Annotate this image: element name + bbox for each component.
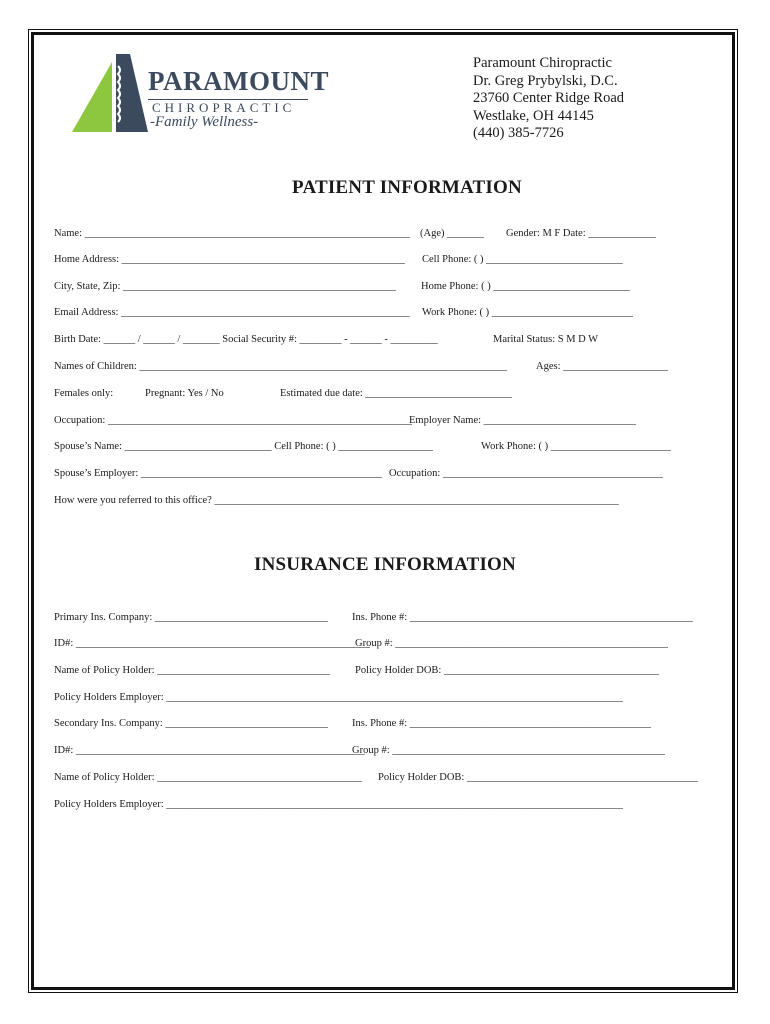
primary-holder-employer-field[interactable]: Policy Holders Employer: _______________________________________________________________________________________ [54, 692, 624, 703]
primary-ins-company-field[interactable]: Primary Ins. Company: _________________________________ [54, 612, 329, 623]
clinic-doctor: Dr. Greg Prybylski, D.C. [473, 72, 618, 89]
secondary-group-field[interactable]: Group #: ____________________________________________________ [352, 745, 666, 756]
referral-field[interactable]: How were you referred to this office? _____________________________________________________________________________ [54, 495, 619, 506]
name-field[interactable]: Name: ______________________________________________________________ [54, 228, 411, 239]
primary-holder-name-field[interactable]: Name of Policy Holder: _________________________________ [54, 665, 331, 676]
clinic-street: 23760 Center Ridge Road [473, 90, 625, 106]
spouse-name-cell-field[interactable]: Spouse’s Name: ____________________________ Cell Phone: ( ) __________________ [54, 441, 433, 452]
home-address-field[interactable]: Home Address: ______________________________________________________ [54, 254, 406, 265]
clinic-name: Paramount Chiropractic [473, 55, 612, 71]
secondary-id-field[interactable]: ID#: _______________________________________________________ [54, 745, 365, 756]
ages-field[interactable]: Ages: ____________________ [536, 361, 669, 372]
pregnant-field[interactable]: Pregnant: Yes / No [145, 388, 224, 399]
logo-tagline: -Family Wellness- [150, 114, 259, 130]
age-field[interactable]: (Age) _______ [420, 228, 484, 239]
insurance-info-heading: INSURANCE INFORMATION [254, 554, 516, 575]
city-state-zip-field[interactable]: City, State, Zip: ____________________________________________________ [54, 281, 397, 292]
spouse-work-phone-field[interactable]: Work Phone: ( ) _______________________ [481, 441, 672, 452]
patient-info-heading: PATIENT INFORMATION [292, 177, 522, 198]
clinic-logo [72, 52, 329, 136]
spouse-employer-field[interactable]: Spouse’s Employer: ______________________________________________ [54, 468, 383, 479]
primary-holder-dob-field[interactable]: Policy Holder DOB: _________________________________________ [355, 665, 660, 676]
clinic-address [473, 55, 624, 143]
primary-ins-phone-field[interactable]: Ins. Phone #: ______________________________________________________ [352, 612, 694, 623]
clinic-phone: (440) 385-7726 [473, 125, 564, 141]
secondary-ins-company-field[interactable]: Secondary Ins. Company: _______________________________ [54, 718, 329, 729]
clinic-city: Westlake, OH 44145 [473, 107, 594, 124]
children-field[interactable]: Names of Children: ______________________________________________________________________ [54, 361, 507, 372]
page-border [31, 32, 735, 990]
employer-name-field[interactable]: Employer Name: _____________________________ [409, 415, 636, 426]
home-phone-field[interactable]: Home Phone: ( ) __________________________ [421, 281, 630, 292]
primary-group-field[interactable]: Group #: ____________________________________________________ [355, 638, 669, 649]
secondary-holder-name-field[interactable]: Name of Policy Holder: _______________________________________ [54, 772, 362, 783]
secondary-holder-dob-field[interactable]: Policy Holder DOB: ____________________________________________ [378, 772, 698, 783]
cell-phone-field[interactable]: Cell Phone: ( ) __________________________ [422, 254, 623, 265]
due-date-field[interactable]: Estimated due date: ____________________________ [280, 388, 513, 399]
females-only-label: Females only: [54, 388, 114, 399]
spine-logo-icon [72, 52, 150, 136]
logo-subtitle: CHIROPRACTIC [152, 100, 296, 115]
birth-date-ssn-field[interactable]: Birth Date: ______ / ______ / _______ Social Security #: ________ - ______ - _________ [54, 334, 438, 345]
gender-date-field[interactable]: Gender: M F Date: _____________ [506, 228, 657, 239]
spouse-occupation-field[interactable]: Occupation: __________________________________________ [389, 468, 664, 479]
logo-wordmark: PARAMOUNT [148, 66, 329, 96]
secondary-ins-phone-field[interactable]: Ins. Phone #: ______________________________________________ [352, 718, 652, 729]
primary-id-field[interactable]: ID#: ________________________________________________________ [54, 638, 370, 649]
marital-status-field[interactable]: Marital Status: S M D W [493, 334, 599, 345]
occupation-field[interactable]: Occupation: __________________________________________________________ [54, 415, 413, 426]
work-phone-field[interactable]: Work Phone: ( ) ___________________________ [422, 307, 634, 318]
secondary-holder-employer-field[interactable]: Policy Holders Employer: _______________________________________________________________________________________ [54, 799, 624, 810]
email-field[interactable]: Email Address: _______________________________________________________ [54, 307, 410, 318]
